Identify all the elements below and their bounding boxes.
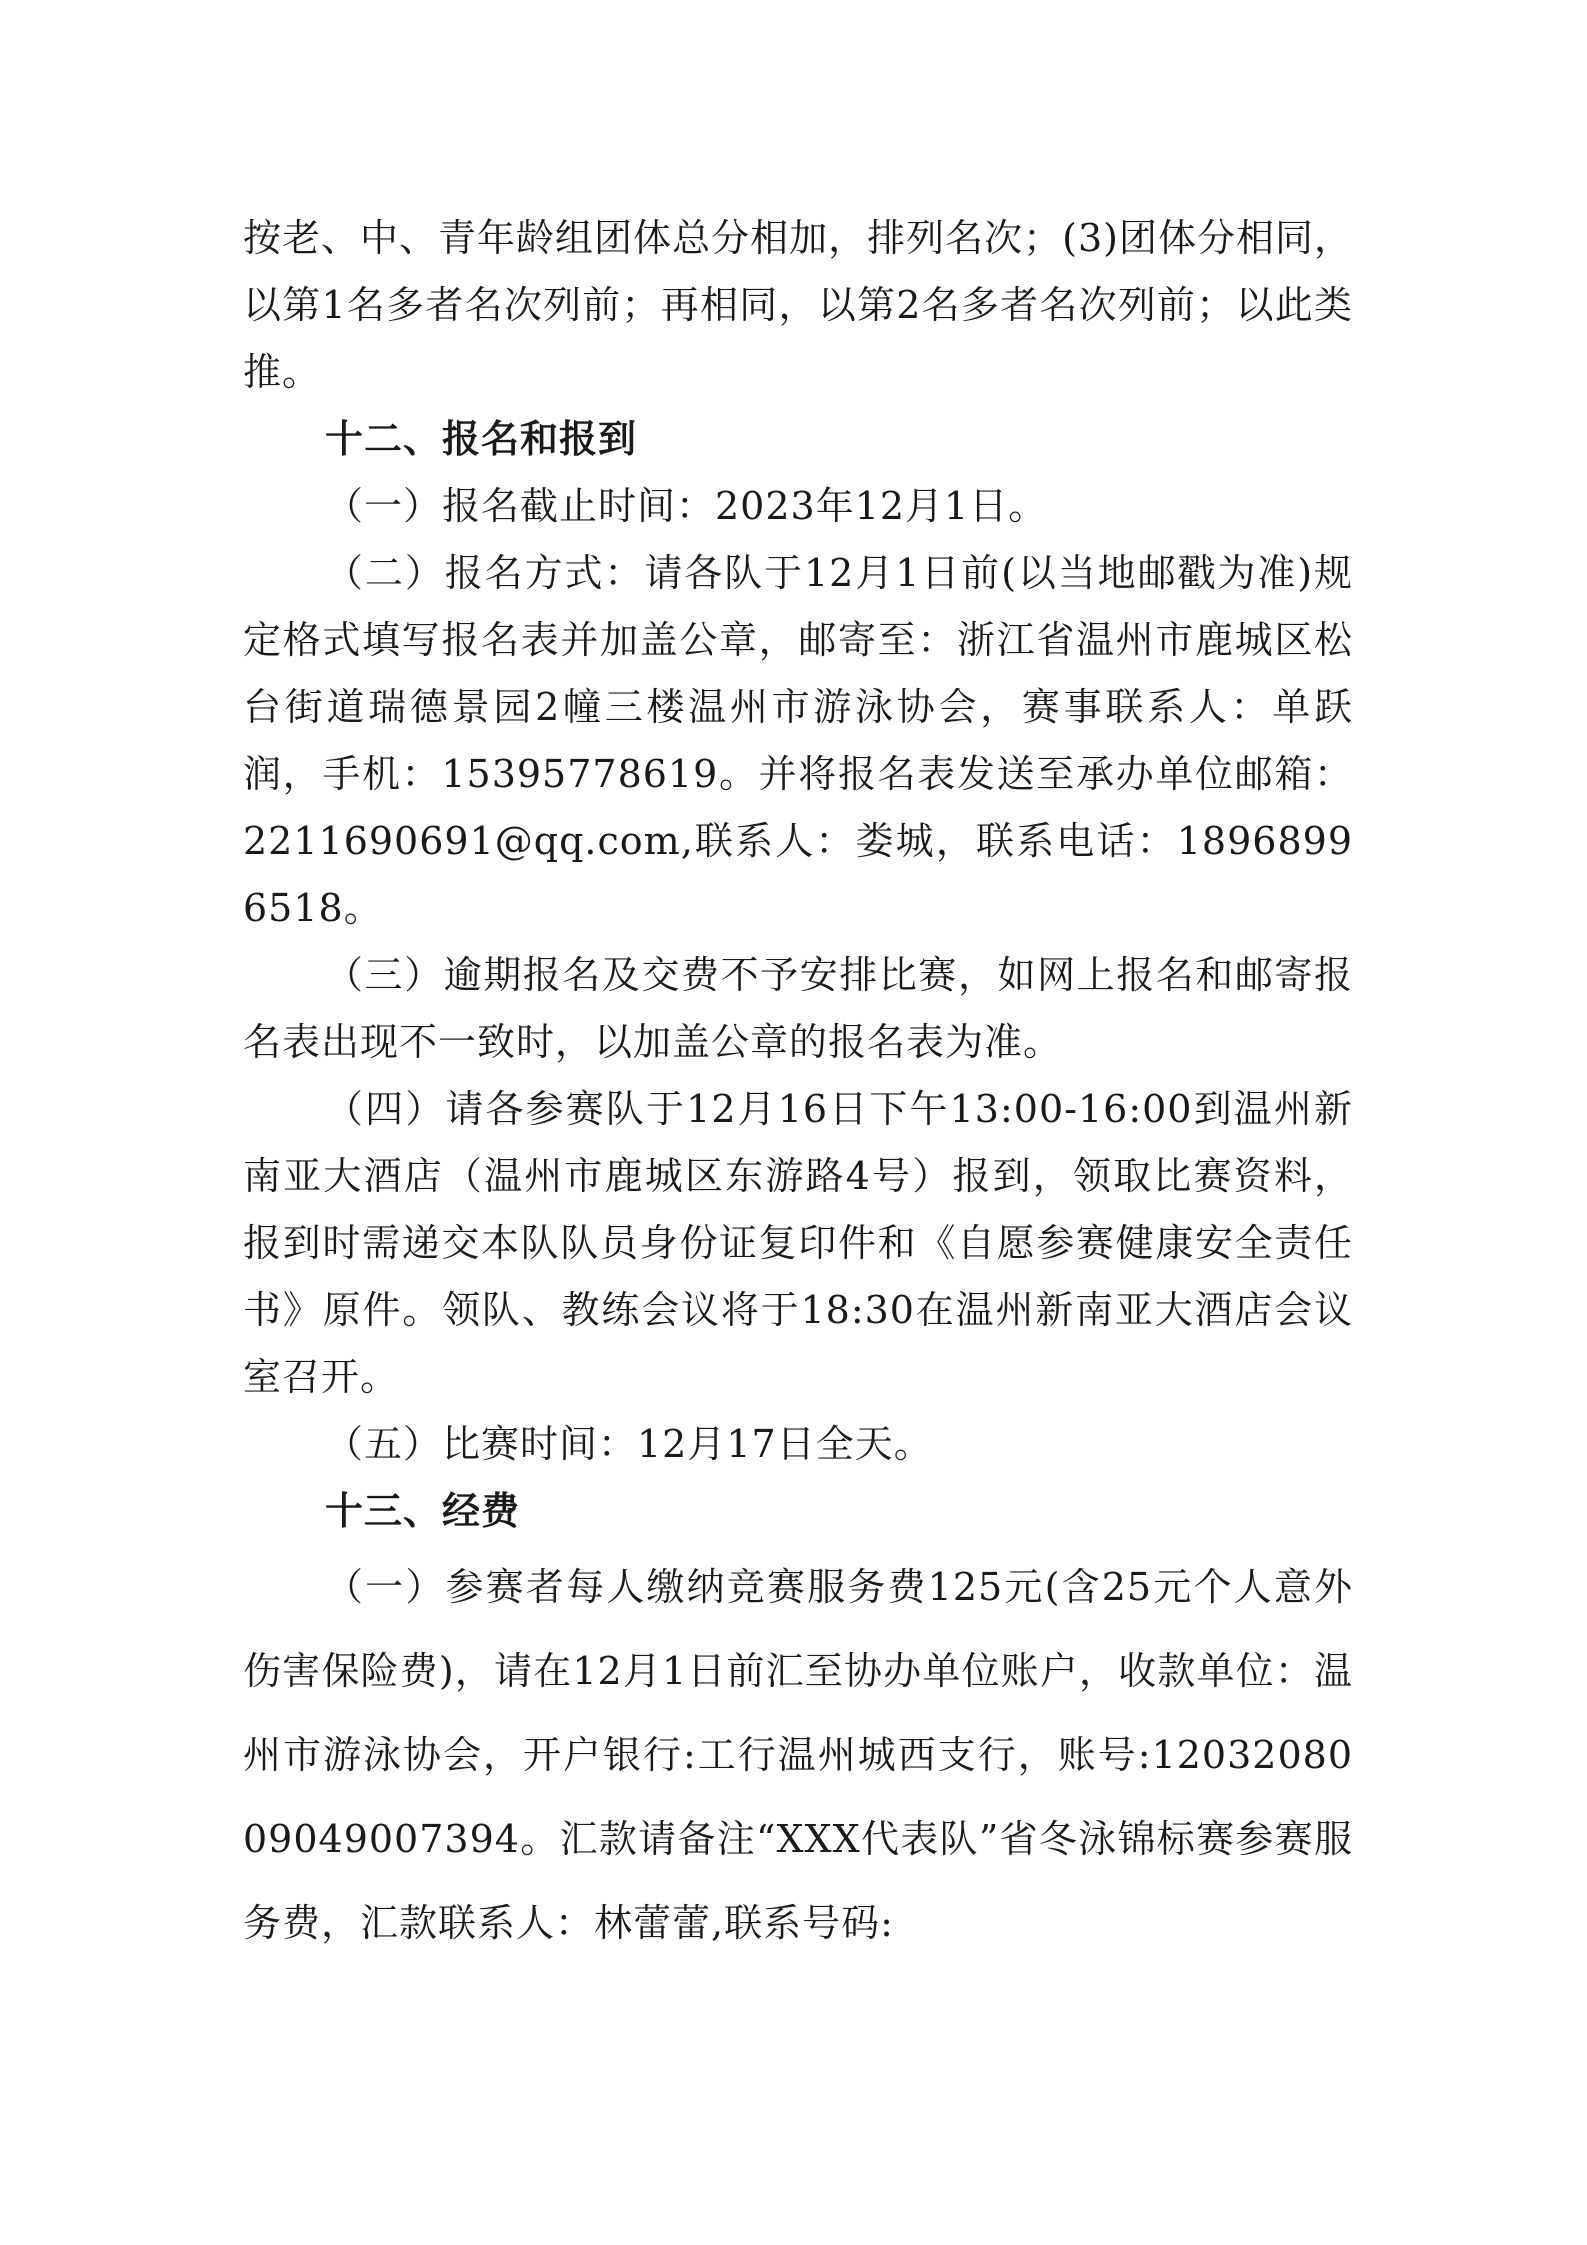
- paragraph-competition-time: （五）比赛时间：12月17日全天。: [325, 1422, 933, 1466]
- paragraph-check-in: （四）请各参赛队于12月16日下午13:00-16:00到温州新南亚大酒店（温州市鹿城区东游路4号）报到，领取比赛资料，报到时需递交本队队员身份证复印件和《自愿参赛健康安全责任书》原件。领队、教练会议将于18:30在温州新南亚大酒店会议室召开。: [243, 1087, 1353, 1399]
- paragraph-registration-method: （二）报名方式：请各队于12月1日前(以当地邮戳为准)规定格式填写报名表并加盖公章，邮寄至：浙江省温州市鹿城区松台街道瑞德景园2幢三楼温州市游泳协会，赛事联系人：单跃润，手机：15395778619。并将报名表发送至承办单位邮箱：2211690691@qq.com,联系人：娄城，联系电话：18968996518。: [243, 551, 1353, 930]
- paragraph-service-fee: （一）参赛者每人缴纳竞赛服务费125元(含25元个人意外伤害保险费)，请在12月1日前汇至协办单位账户，收款单位：温州市游泳协会，开户银行:工行温州城西支行，账号:1203208009049007394。汇款请备注“XXX代表队”省冬泳锦标赛参赛服务费，汇款联系人：林蕾蕾,联系号码:: [243, 1565, 1353, 1945]
- section-heading-fees: 十三、经费: [325, 1489, 521, 1533]
- paragraph-registration-deadline: （一）报名截止时间：2023年12月1日。: [325, 484, 1048, 528]
- document-page: [243, 205, 1353, 1965]
- paragraph-late-registration: （三）逾期报名及交费不予安排比赛，如网上报名和邮寄报名表出现不一致时，以加盖公章的报名表为准。: [243, 953, 1353, 1064]
- paragraph-team-ranking: 按老、中、青年龄组团体总分相加，排列名次；(3)团体分相同，以第1名多者名次列前；再相同，以第2名多者名次列前；以此类推。: [243, 216, 1353, 394]
- section-heading-registration: 十二、报名和报到: [325, 417, 638, 461]
